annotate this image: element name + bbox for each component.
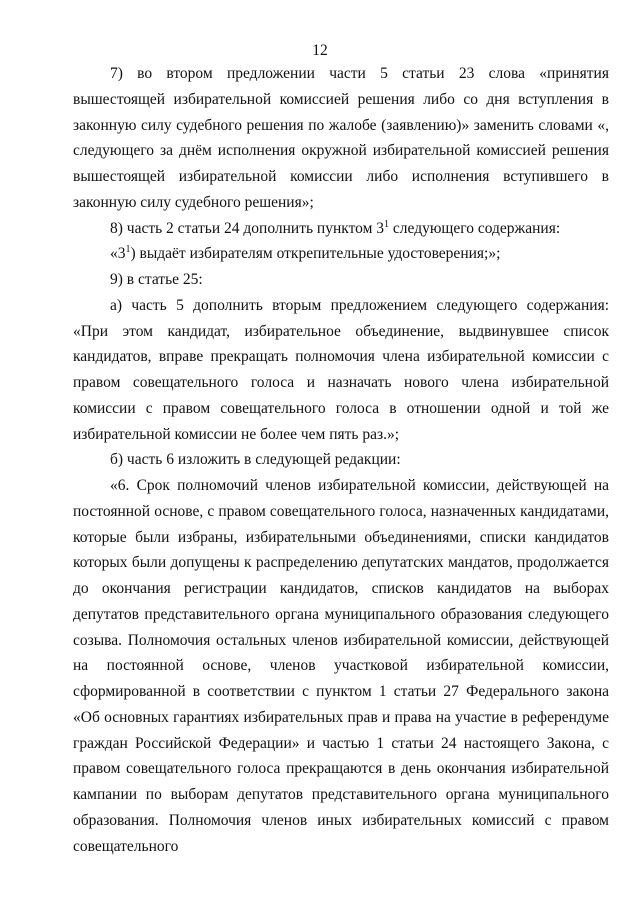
document-body [73,61,609,859]
paragraph-part-6-text: «6. Срок полномочий членов избирательной комиссии, действующей на постоянной основе, с правом совещательного голоса, назначенных кандидатами, которые были избраны, избирательными объединениями, списки кандидатов которых были допущены к распределению депутатских мандатов, продолжается до окончания регистрации кандидатов, списков кандидатов на выборах депутатов представительного органа муниципального образования следующего созыва. Полномочия остальных членов избирательной комиссии, действующей на постоянной основе, членов участковой избирательной комиссии, сформированной в соответствии с пунктом 1 статьи 27 Федерального закона «Об основных гарантиях избирательных прав и права на участие в референдуме граждан Российской Федерации» и частью 1 статьи 24 настоящего Закона, с правом совещательного голоса прекращаются в день окончания избирательной кампании по выборам депутатов представительного органа муниципального образования. Полномочия членов иных избирательных комиссий с правом совещательного [73,477,609,855]
paragraph-subitem-b: б) часть 6 изложить в следующей редакции: [110,451,401,469]
paragraph-subitem-a: а) часть 5 дополнить вторым предложением следующего содержания: «При этом кандидат, избирательное объединение, выдвинувшее список кандидатов, вправе прекращать полномочия члена избирательной комиссии с правом совещательного голоса и назначать нового члена избирательной комиссии с правом совещательного голоса в отношении одной и той же избирательной комиссии не более чем пять раз.»; [73,296,609,443]
paragraph-item-3-1-text-end: ) выдаёт избирателям открепительные удостоверения;»; [130,245,501,263]
paragraph-item-3-1 [73,241,609,267]
paragraph-item-9: 9) в статье 25: [110,271,203,288]
paragraph-item-7: 7) во втором предложении части 5 статьи 23 слова «принятия вышестоящей избирательной комиссией решения либо со дня вступления в законную силу судебного решения по жалобе (заявлению)» заменить словами «, следующего за днём исполнения окружной избирательной комиссией решения вышестоящей избирательной комиссии либо исполнения вступившего в законную силу судебного решения»; [73,65,609,211]
paragraph-item-8-text-start: 8) часть 2 статьи 24 дополнить пунктом 3 [110,219,385,237]
superscript-index: 1 [384,218,390,230]
paragraph-item-8 [73,216,609,242]
page-number: 12 [312,42,328,59]
paragraph-item-8-text-end: следующего содержания: [389,219,561,237]
paragraph-item-3-1-text-start: «3 [110,245,126,263]
superscript-index: 1 [125,244,131,256]
